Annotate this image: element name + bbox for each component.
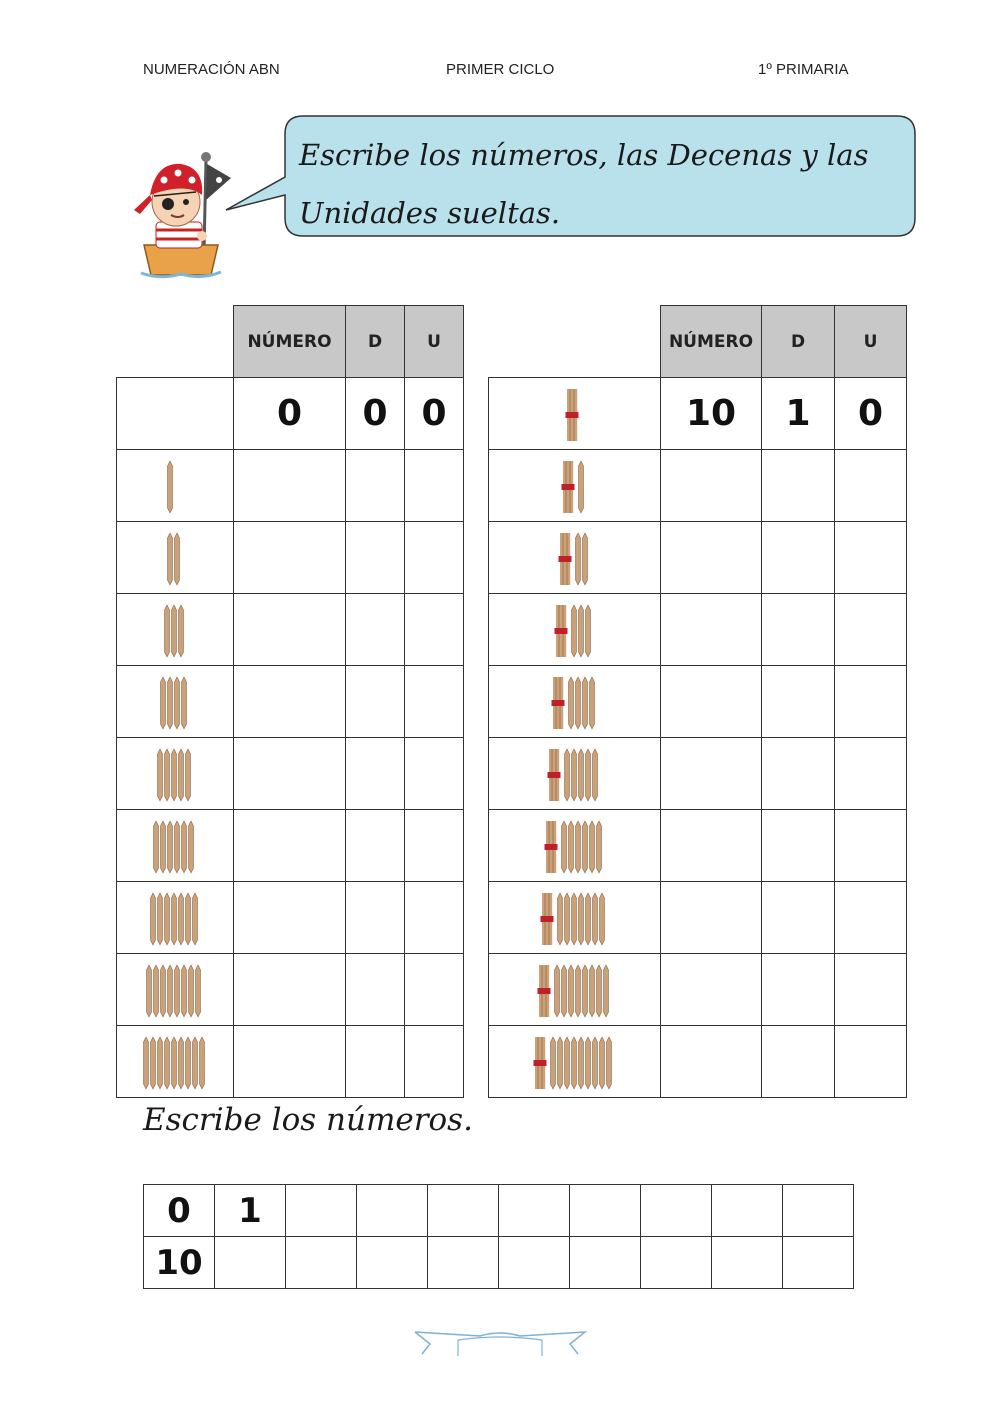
- header-subject: NUMERACIÓN ABN: [143, 61, 280, 78]
- toothpicks-picture: [553, 600, 596, 660]
- answer-d-cell[interactable]: [346, 882, 405, 954]
- toothpick-stick: [575, 965, 580, 1017]
- answer-d-cell[interactable]: [346, 522, 405, 594]
- decorative-ornament: [410, 1326, 590, 1360]
- answer-u-cell[interactable]: [405, 882, 464, 954]
- answer-u-cell[interactable]: [835, 450, 907, 522]
- toothpick-stick: [154, 821, 159, 873]
- sequence-answer-cell[interactable]: [215, 1237, 286, 1289]
- toothpick-stick: [586, 893, 591, 945]
- toothpick-stick: [593, 749, 598, 801]
- toothpick-stick: [572, 1037, 577, 1089]
- answer-u-cell[interactable]: [405, 594, 464, 666]
- sequence-answer-cell[interactable]: [499, 1237, 570, 1289]
- toothpick-bundle: [558, 533, 571, 585]
- answer-u-cell[interactable]: [835, 594, 907, 666]
- table-row: [489, 738, 907, 810]
- toothpick-bundle: [544, 821, 557, 873]
- answer-numero-cell[interactable]: [234, 450, 346, 522]
- answer-numero-cell[interactable]: [661, 522, 762, 594]
- toothpick-stick: [575, 677, 580, 729]
- toothpick-bundle: [534, 1037, 547, 1089]
- answer-numero-cell[interactable]: [234, 522, 346, 594]
- sequence-number-cell: 0: [144, 1185, 215, 1237]
- toothpicks-picture: [165, 528, 185, 588]
- toothpick-stick: [582, 821, 587, 873]
- toothpicks-picture: [144, 960, 206, 1020]
- sequence-answer-cell[interactable]: [641, 1185, 712, 1237]
- toothpick-stick: [596, 965, 601, 1017]
- toothpick-stick: [575, 821, 580, 873]
- toothpick-stick: [168, 533, 173, 585]
- example-d-cell: 1: [762, 378, 835, 450]
- toothpick-stick: [561, 821, 566, 873]
- toothpicks-picture: [536, 960, 614, 1020]
- answer-u-cell[interactable]: [835, 666, 907, 738]
- answer-u-cell[interactable]: [835, 810, 907, 882]
- answer-d-cell[interactable]: [762, 882, 835, 954]
- sequence-answer-cell[interactable]: [783, 1185, 854, 1237]
- toothpick-stick: [600, 1037, 605, 1089]
- answer-u-cell[interactable]: [835, 954, 907, 1026]
- toothpicks-picture: [539, 888, 610, 948]
- toothpick-stick: [558, 1037, 563, 1089]
- toothpick-stick: [572, 749, 577, 801]
- answer-numero-cell[interactable]: [234, 666, 346, 738]
- answer-numero-cell[interactable]: [234, 882, 346, 954]
- toothpick-stick: [161, 677, 166, 729]
- toothpick-stick: [182, 677, 187, 729]
- sequence-answer-cell[interactable]: [428, 1185, 499, 1237]
- toothpick-stick: [164, 605, 169, 657]
- toothpick-stick: [143, 1037, 148, 1089]
- column-header-unidades: U: [405, 306, 464, 378]
- toothpick-stick: [589, 965, 594, 1017]
- toothpicks-picture: [141, 1032, 210, 1092]
- sequence-row: [144, 1237, 854, 1289]
- pirate-illustration: [126, 140, 236, 285]
- table-row: [117, 738, 464, 810]
- toothpick-stick: [568, 965, 573, 1017]
- toothpick-stick: [568, 821, 573, 873]
- toothpick-stick: [192, 1037, 197, 1089]
- table-row: [117, 810, 464, 882]
- toothpicks-picture: [546, 744, 603, 804]
- toothpicks-picture: [155, 744, 196, 804]
- toothpick-stick: [593, 893, 598, 945]
- toothpick-stick: [157, 1037, 162, 1089]
- toothpick-stick: [175, 821, 180, 873]
- example-u-cell: 0: [405, 378, 464, 450]
- toothpick-stick: [603, 965, 608, 1017]
- number-sequence-grid: [143, 1184, 854, 1289]
- column-header-numero: NÚMERO: [234, 306, 346, 378]
- answer-numero-cell[interactable]: [661, 954, 762, 1026]
- answer-d-cell[interactable]: [762, 594, 835, 666]
- toothpick-stick: [572, 893, 577, 945]
- quantity-picture-cell: [117, 522, 234, 594]
- toothpick-stick: [586, 1037, 591, 1089]
- toothpick-stick: [582, 965, 587, 1017]
- toothpicks-picture: [158, 672, 192, 732]
- answer-u-cell[interactable]: [405, 522, 464, 594]
- table-row: [489, 954, 907, 1026]
- quantity-picture-cell: [117, 378, 234, 450]
- toothpick-bundle: [555, 605, 568, 657]
- table-row: [117, 450, 464, 522]
- toothpick-stick: [178, 749, 183, 801]
- sequence-number-cell: 10: [144, 1237, 215, 1289]
- answer-u-cell[interactable]: [405, 666, 464, 738]
- answer-d-cell[interactable]: [346, 666, 405, 738]
- table-row: [117, 522, 464, 594]
- toothpick-stick: [192, 893, 197, 945]
- quantity-picture-cell: [489, 954, 661, 1026]
- column-header-unidades: U: [835, 306, 907, 378]
- sequence-answer-cell[interactable]: [641, 1237, 712, 1289]
- answer-d-cell[interactable]: [762, 810, 835, 882]
- answer-numero-cell[interactable]: [234, 738, 346, 810]
- answer-d-cell[interactable]: [762, 522, 835, 594]
- toothpick-stick: [589, 677, 594, 729]
- toothpick-stick: [168, 821, 173, 873]
- corner-cell: [489, 306, 661, 378]
- toothpick-stick: [175, 965, 180, 1017]
- toothpick-stick: [175, 533, 180, 585]
- toothpick-stick: [189, 965, 194, 1017]
- sequence-answer-cell[interactable]: [357, 1237, 428, 1289]
- header-cycle: PRIMER CICLO: [446, 61, 555, 78]
- answer-numero-cell[interactable]: [661, 738, 762, 810]
- toothpick-stick: [164, 893, 169, 945]
- answer-d-cell[interactable]: [762, 1026, 835, 1098]
- answer-numero-cell[interactable]: [661, 1026, 762, 1098]
- table-row: [117, 1026, 464, 1098]
- toothpick-stick: [178, 893, 183, 945]
- answer-numero-cell[interactable]: [234, 1026, 346, 1098]
- quantity-picture-cell: [489, 522, 661, 594]
- toothpick-stick: [551, 1037, 556, 1089]
- quantity-picture-cell: [489, 594, 661, 666]
- instruction-line-1: Escribe los números, las Decenas y las: [299, 138, 869, 172]
- answer-u-cell[interactable]: [835, 882, 907, 954]
- toothpick-bundle: [551, 677, 564, 729]
- toothpick-stick: [589, 821, 594, 873]
- quantity-picture-cell: [489, 666, 661, 738]
- quantity-picture-cell: [117, 1026, 234, 1098]
- toothpick-stick: [565, 749, 570, 801]
- column-header-decenas: D: [762, 306, 835, 378]
- toothpick-stick: [596, 821, 601, 873]
- toothpicks-picture: [162, 600, 189, 660]
- instruction-text: [299, 126, 899, 242]
- answer-d-cell[interactable]: [762, 666, 835, 738]
- answer-numero-cell[interactable]: [661, 666, 762, 738]
- answer-d-cell[interactable]: [762, 954, 835, 1026]
- sequence-answer-cell[interactable]: [499, 1185, 570, 1237]
- toothpicks-picture: [550, 672, 600, 732]
- toothpick-stick: [196, 965, 201, 1017]
- quantity-picture-cell: [117, 450, 234, 522]
- table-row: [117, 954, 464, 1026]
- toothpick-stick: [185, 749, 190, 801]
- toothpick-stick: [161, 965, 166, 1017]
- corner-cell: [117, 306, 234, 378]
- table-row: [489, 522, 907, 594]
- toothpick-stick: [164, 1037, 169, 1089]
- answer-d-cell[interactable]: [346, 594, 405, 666]
- example-numero-cell: 0: [234, 378, 346, 450]
- toothpick-stick: [600, 893, 605, 945]
- sequence-answer-cell[interactable]: [712, 1237, 783, 1289]
- sequence-row: [144, 1185, 854, 1237]
- toothpick-stick: [572, 605, 577, 657]
- answer-numero-cell[interactable]: [234, 810, 346, 882]
- quantity-picture-cell: [117, 882, 234, 954]
- toothpick-stick: [157, 749, 162, 801]
- toothpick-stick: [554, 965, 559, 1017]
- answer-u-cell[interactable]: [835, 522, 907, 594]
- toothpicks-picture: [148, 888, 203, 948]
- sequence-answer-cell[interactable]: [712, 1185, 783, 1237]
- toothpick-stick: [582, 533, 587, 585]
- quantity-picture-cell: [489, 378, 661, 450]
- quantity-picture-cell: [117, 954, 234, 1026]
- toothpick-bundle: [537, 965, 550, 1017]
- table-row: [489, 810, 907, 882]
- table-row: [117, 378, 464, 450]
- toothpick-stick: [199, 1037, 204, 1089]
- answer-d-cell[interactable]: [762, 450, 835, 522]
- toothpicks-picture: [560, 456, 589, 516]
- toothpicks-picture: [557, 528, 593, 588]
- toothpick-stick: [182, 821, 187, 873]
- toothpick-stick: [565, 1037, 570, 1089]
- toothpick-stick: [175, 677, 180, 729]
- toothpick-bundle: [562, 461, 575, 513]
- table-row: [489, 1026, 907, 1098]
- table-row: [489, 378, 907, 450]
- toothpick-stick: [561, 965, 566, 1017]
- toothpick-stick: [586, 749, 591, 801]
- answer-numero-cell[interactable]: [661, 882, 762, 954]
- answer-numero-cell[interactable]: [234, 954, 346, 1026]
- toothpick-stick: [154, 965, 159, 1017]
- toothpick-stick: [185, 1037, 190, 1089]
- toothpick-stick: [579, 749, 584, 801]
- quantity-picture-cell: [117, 810, 234, 882]
- answer-u-cell[interactable]: [405, 450, 464, 522]
- answer-u-cell[interactable]: [405, 954, 464, 1026]
- toothpick-stick: [178, 1037, 183, 1089]
- answer-d-cell[interactable]: [346, 1026, 405, 1098]
- quantity-picture-cell: [489, 738, 661, 810]
- quantity-picture-cell: [117, 594, 234, 666]
- toothpick-bundle: [548, 749, 561, 801]
- toothpick-stick: [185, 893, 190, 945]
- toothpick-stick: [150, 1037, 155, 1089]
- answer-numero-cell[interactable]: [661, 810, 762, 882]
- sequence-answer-cell[interactable]: [286, 1185, 357, 1237]
- toothpick-stick: [607, 1037, 612, 1089]
- answer-u-cell[interactable]: [405, 810, 464, 882]
- toothpicks-picture: [151, 816, 199, 876]
- answer-d-cell[interactable]: [346, 738, 405, 810]
- table-row: [489, 594, 907, 666]
- toothpick-stick: [586, 605, 591, 657]
- instruction-write-numbers: Escribe los números.: [143, 1102, 473, 1138]
- toothpick-stick: [189, 821, 194, 873]
- sequence-answer-cell[interactable]: [570, 1237, 641, 1289]
- answer-u-cell[interactable]: [835, 738, 907, 810]
- toothpick-stick: [168, 677, 173, 729]
- toothpicks-picture: [165, 456, 185, 516]
- table-row: [489, 666, 907, 738]
- answer-u-cell[interactable]: [405, 1026, 464, 1098]
- table-row: [117, 594, 464, 666]
- sequence-answer-cell[interactable]: [428, 1237, 499, 1289]
- toothpick-stick: [171, 1037, 176, 1089]
- answer-d-cell[interactable]: [762, 738, 835, 810]
- example-d-cell: 0: [346, 378, 405, 450]
- sequence-answer-cell[interactable]: [570, 1185, 641, 1237]
- quantity-picture-cell: [117, 666, 234, 738]
- toothpick-stick: [168, 965, 173, 1017]
- answer-numero-cell[interactable]: [234, 594, 346, 666]
- toothpick-stick: [157, 893, 162, 945]
- toothpick-stick: [558, 893, 563, 945]
- toothpick-stick: [168, 461, 173, 513]
- toothpick-bundle: [565, 389, 578, 441]
- table-row: [117, 666, 464, 738]
- column-header-numero: NÚMERO: [661, 306, 762, 378]
- toothpick-stick: [575, 533, 580, 585]
- example-u-cell: 0: [835, 378, 907, 450]
- toothpick-bundle: [541, 893, 554, 945]
- toothpick-stick: [582, 677, 587, 729]
- toothpick-stick: [593, 1037, 598, 1089]
- toothpick-stick: [579, 461, 584, 513]
- sequence-answer-cell[interactable]: [783, 1237, 854, 1289]
- toothpicks-picture: [543, 816, 607, 876]
- header-grade: 1º PRIMARIA: [758, 61, 849, 78]
- quantity-picture-cell: [117, 738, 234, 810]
- answer-d-cell[interactable]: [346, 954, 405, 1026]
- answer-numero-cell[interactable]: [661, 450, 762, 522]
- table-row: [117, 882, 464, 954]
- quantity-picture-cell: [489, 1026, 661, 1098]
- toothpick-stick: [161, 821, 166, 873]
- toothpick-stick: [579, 893, 584, 945]
- toothpick-stick: [147, 965, 152, 1017]
- quantity-picture-cell: [489, 450, 661, 522]
- toothpick-stick: [182, 965, 187, 1017]
- sequence-number-cell: 1: [215, 1185, 286, 1237]
- toothpick-stick: [171, 893, 176, 945]
- answer-u-cell[interactable]: [405, 738, 464, 810]
- table-row: [489, 882, 907, 954]
- column-header-decenas: D: [346, 306, 405, 378]
- quantity-picture-cell: [489, 882, 661, 954]
- units-table: [116, 305, 464, 1098]
- toothpick-stick: [579, 1037, 584, 1089]
- toothpick-stick: [171, 749, 176, 801]
- toothpick-stick: [150, 893, 155, 945]
- toothpick-stick: [171, 605, 176, 657]
- sequence-answer-cell[interactable]: [286, 1237, 357, 1289]
- answer-d-cell[interactable]: [346, 810, 405, 882]
- toothpicks-picture: [532, 1032, 617, 1092]
- toothpick-stick: [164, 749, 169, 801]
- toothpick-stick: [579, 605, 584, 657]
- tens-table: [488, 305, 907, 1098]
- answer-numero-cell[interactable]: [661, 594, 762, 666]
- answer-u-cell[interactable]: [835, 1026, 907, 1098]
- answer-d-cell[interactable]: [346, 450, 405, 522]
- instruction-line-2: Unidades sueltas.: [299, 196, 561, 230]
- sequence-answer-cell[interactable]: [357, 1185, 428, 1237]
- toothpicks-picture: [564, 384, 586, 444]
- toothpick-stick: [178, 605, 183, 657]
- quantity-picture-cell: [489, 810, 661, 882]
- example-numero-cell: 10: [661, 378, 762, 450]
- table-row: [489, 450, 907, 522]
- toothpick-stick: [568, 677, 573, 729]
- toothpick-stick: [565, 893, 570, 945]
